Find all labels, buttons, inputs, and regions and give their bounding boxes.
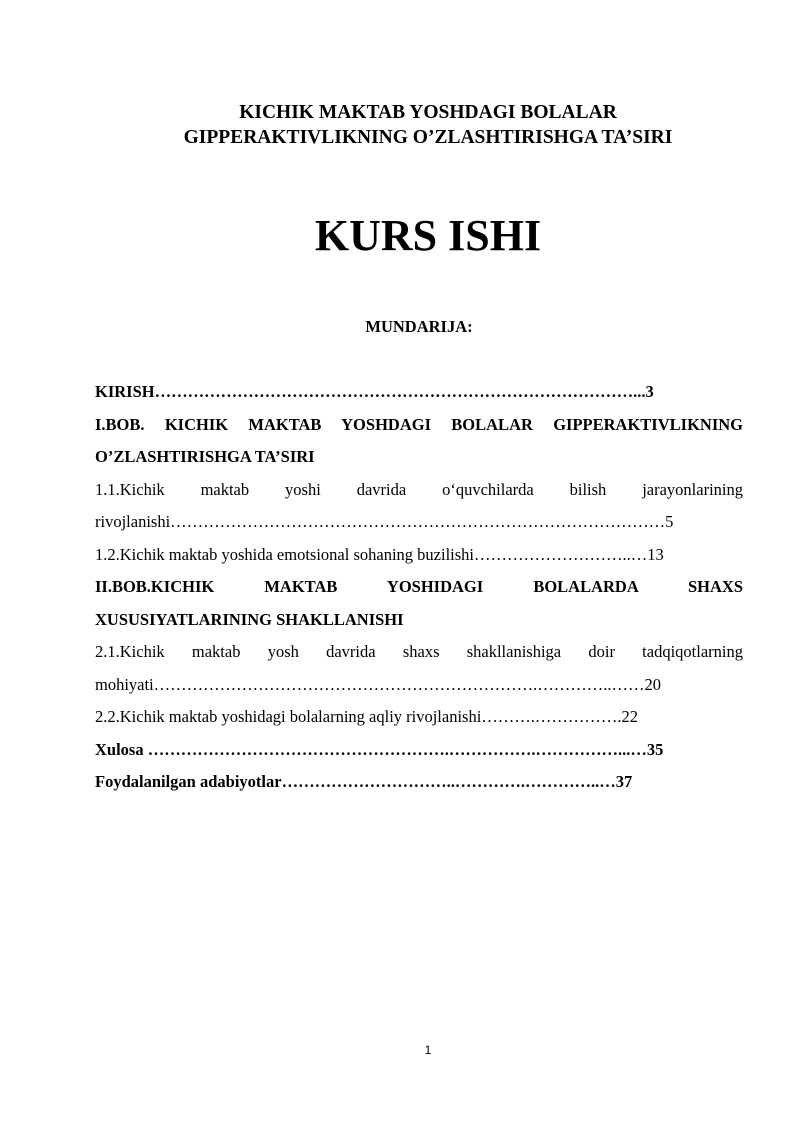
title-line-1: KICHIK MAKTAB YOSHDAGI BOLALAR <box>239 102 617 123</box>
title-line-2: GIPPERAKTIVLIKNING O’ZLASHTIRISHGA TA’SIRI <box>183 127 673 148</box>
toc-row: 1.1.Kichik maktab yoshi davrida o‘quvchilarda bilish jarayonlarining <box>95 479 743 499</box>
toc-row: mohiyati…………………………………………………………….…………..……20 <box>95 674 662 694</box>
toc-row: rivojlanishi………………………………………………………………………………5 <box>95 512 674 531</box>
toc-row: Xulosa ……………………………………………….…………….……………...…35 <box>95 739 664 759</box>
page-number: 1 <box>424 1043 432 1057</box>
toc-row: KIRISH……………………………………………………………………………...3 <box>95 382 654 401</box>
toc-row: XUSUSIYATLARINING SHAKLLANISHI <box>95 609 404 629</box>
table-of-contents <box>95 376 743 799</box>
document-title <box>0 100 800 150</box>
toc-row: I.BOB. KICHIK MAKTAB YOSHDAGI BOLALAR GIPPERAKTIVLIKNING <box>95 414 743 434</box>
toc-row: 2.1.Kichik maktab yosh davrida shaxs shakllanishiga doir tadqiqotlarning <box>95 642 743 661</box>
kurs-ishi-heading: KURS ISHI <box>314 211 542 260</box>
toc-row: O’ZLASHTIRISHGA TA’SIRI <box>95 447 315 466</box>
toc-row: 1.2.Kichik maktab yoshida emotsional sohaning buzilishi………………………..…13 <box>95 544 664 564</box>
toc-heading: MUNDARIJA: <box>365 317 473 336</box>
toc-row: Foydalanilgan adabiyotlar…………………………..………….…………..…37 <box>95 772 633 791</box>
toc-row: 2.2.Kichik maktab yoshidagi bolalarning aqliy rivojlanishi……….…………….22 <box>95 707 639 726</box>
toc-row: II.BOB.KICHIK MAKTAB YOSHIDAGI BOLALARDA SHAXS <box>95 577 743 596</box>
